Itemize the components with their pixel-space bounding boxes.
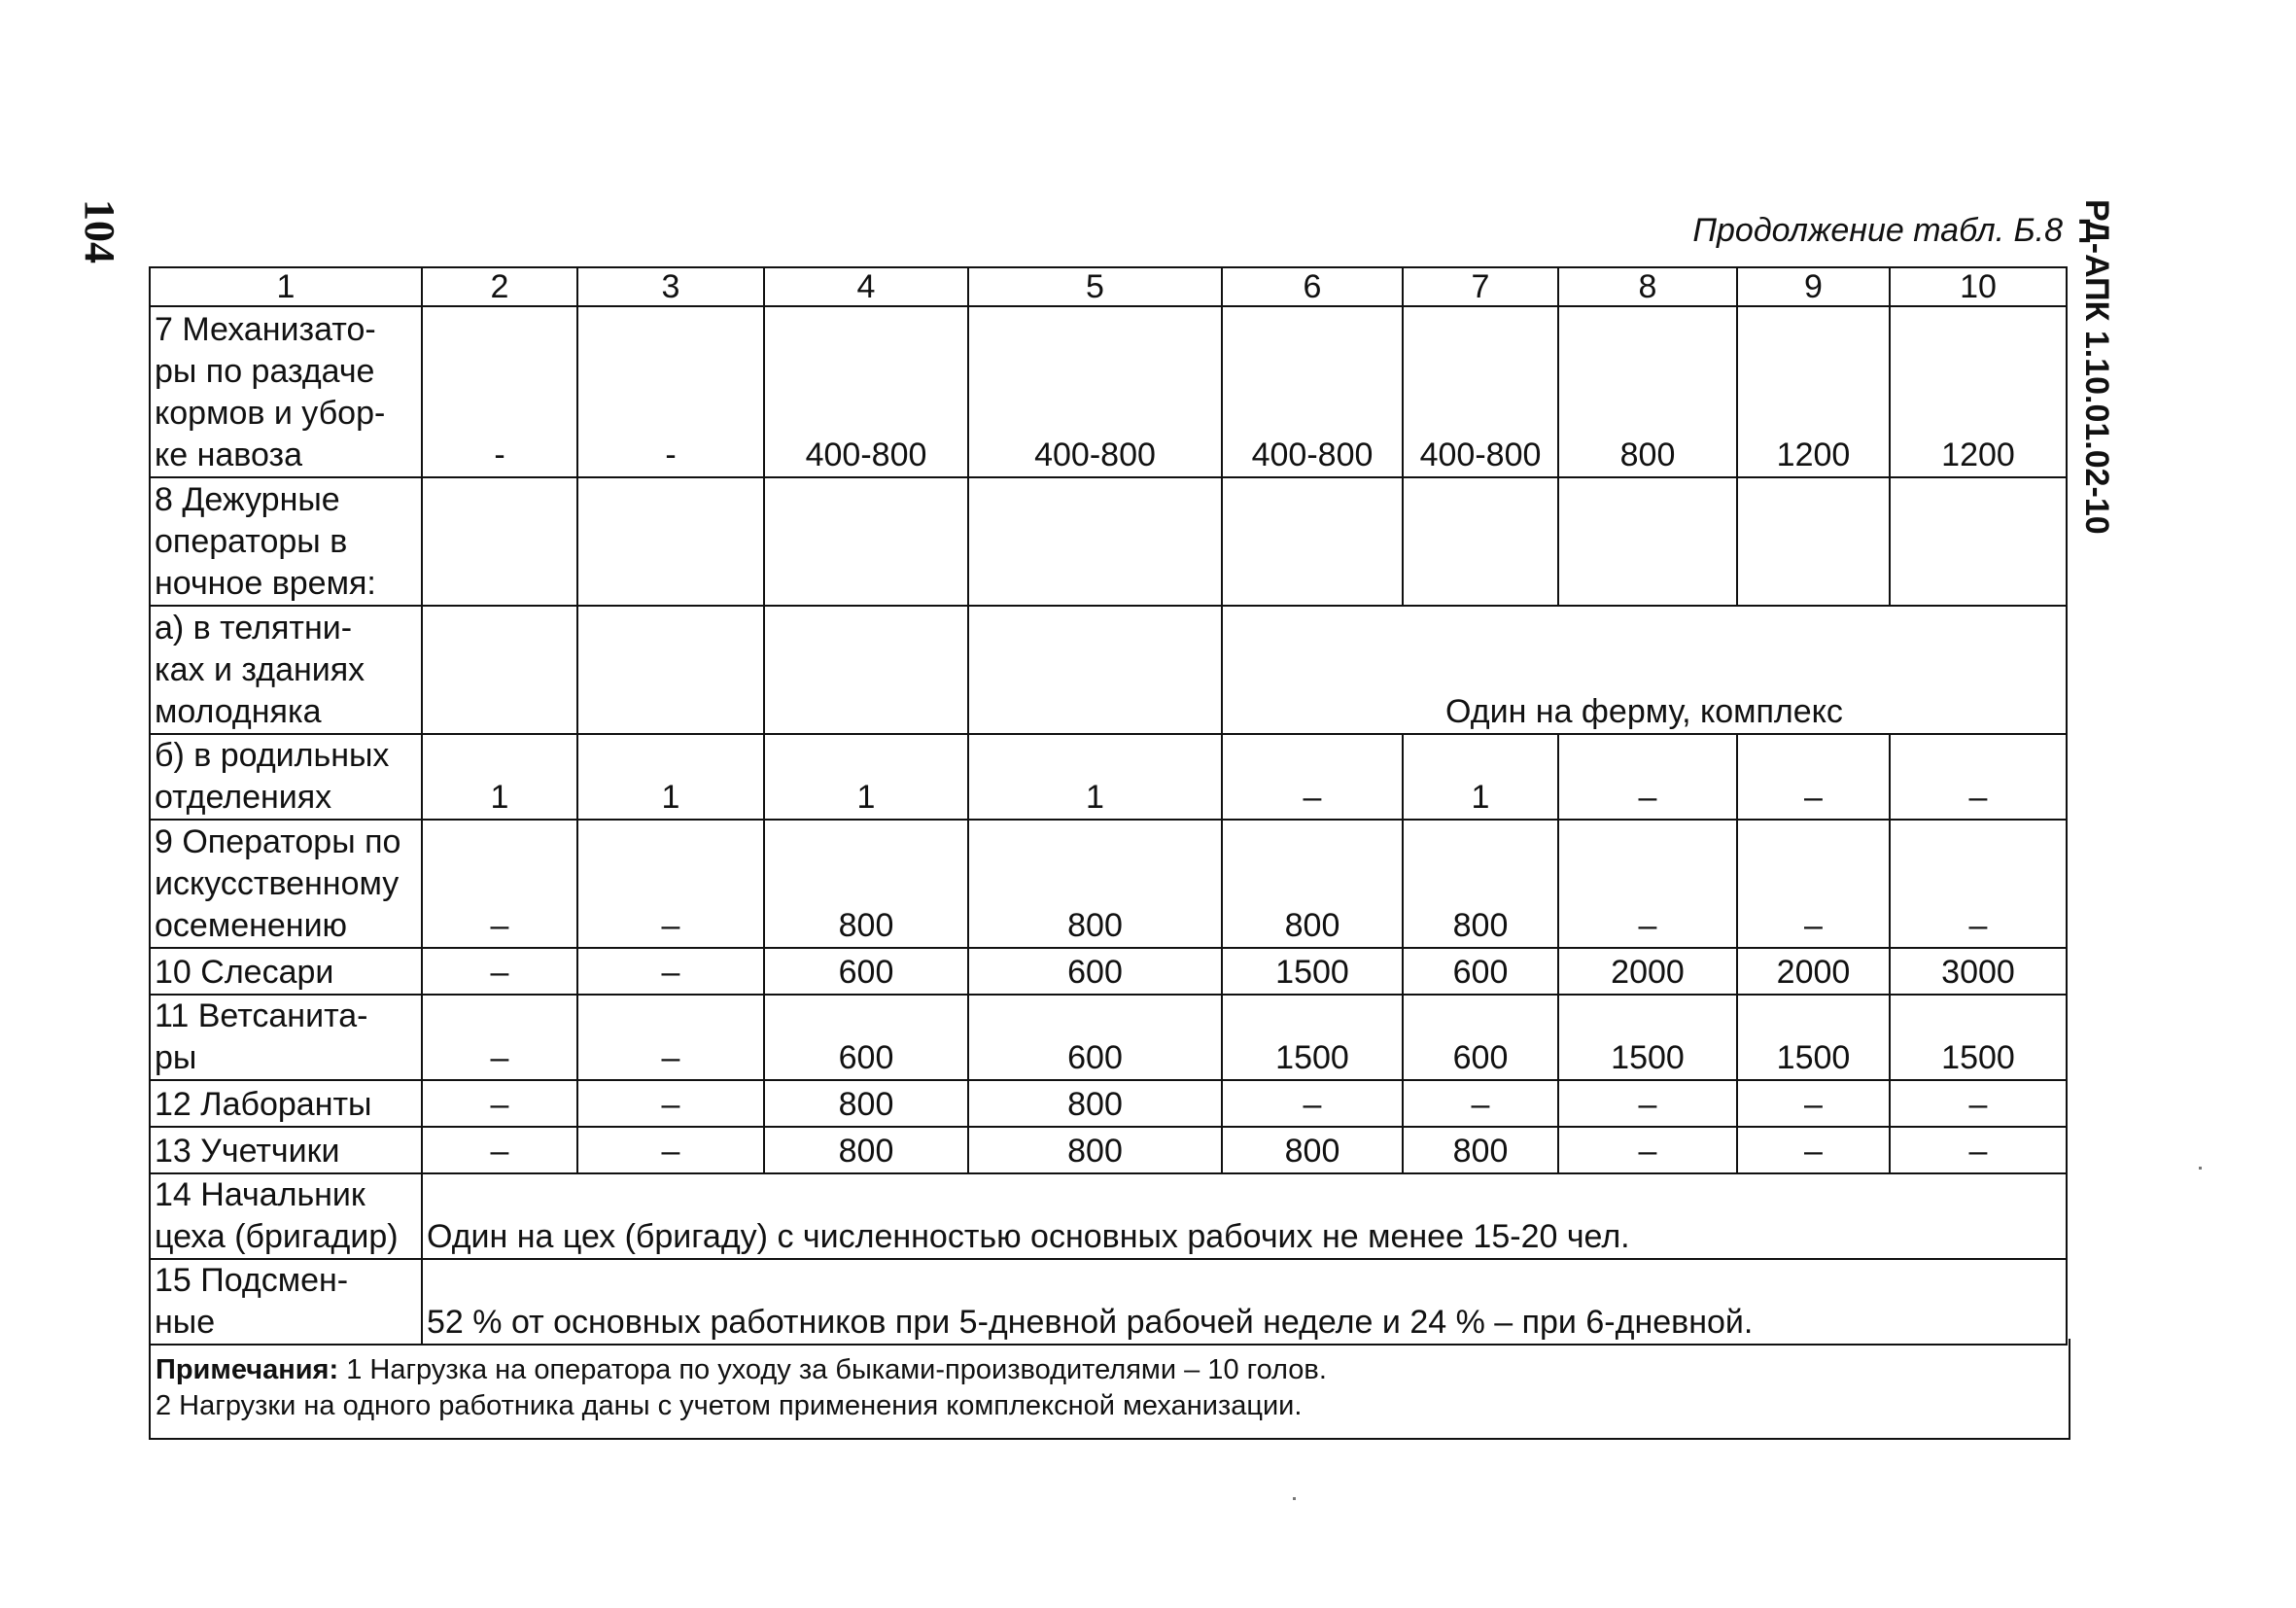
table-cell: 1 <box>764 734 968 820</box>
table-cell: 600 <box>968 948 1222 995</box>
notes-heading: Примечания: <box>156 1354 339 1385</box>
table-cell: 1200 <box>1890 306 2067 477</box>
table-cell: - <box>577 306 764 477</box>
row-label: 11 Ветсанита- ры <box>150 995 422 1080</box>
merged-cell-text: Один на ферму, комплекс <box>1222 606 2067 734</box>
row-label: 13 Учетчики <box>150 1127 422 1173</box>
table-cell: – <box>422 948 577 995</box>
column-number-header: 8 <box>1558 267 1737 306</box>
table-row <box>150 1080 2067 1127</box>
table-row <box>150 734 2067 820</box>
table-cell: 1 <box>968 734 1222 820</box>
table-notes <box>149 1339 2070 1440</box>
notes-line-1 <box>156 1339 2069 1388</box>
table-cell: 800 <box>1558 306 1737 477</box>
row-label: 15 Подсмен- ные <box>150 1259 422 1345</box>
column-number-header: 3 <box>577 267 764 306</box>
table-header-row <box>150 267 2067 306</box>
column-number-header: 6 <box>1222 267 1403 306</box>
table-cell: 3000 <box>1890 948 2067 995</box>
column-number-header: 5 <box>968 267 1222 306</box>
table-cell <box>1558 477 1737 606</box>
table-cell: – <box>1890 1080 2067 1127</box>
table-cell: 800 <box>1222 1127 1403 1173</box>
table-cell <box>422 477 577 606</box>
table-cell: – <box>577 1080 764 1127</box>
table-caption: Продолжение табл. Б.8 <box>1692 212 2063 249</box>
table-cell: – <box>1222 734 1403 820</box>
table-cell: 600 <box>1403 995 1558 1080</box>
row-label: 8 Дежурные операторы в ночное время: <box>150 477 422 606</box>
table-row <box>150 1173 2067 1259</box>
table-cell <box>1403 477 1558 606</box>
table-cell <box>1890 477 2067 606</box>
table-row <box>150 995 2067 1080</box>
document-code: РД-АПК 1.10.01.02-10 <box>2078 199 2115 535</box>
table-cell <box>1737 477 1890 606</box>
table-row <box>150 820 2067 948</box>
row-label: 9 Операторы по искусственному осеменению <box>150 820 422 948</box>
table-cell: 800 <box>968 820 1222 948</box>
table-cell: - <box>422 306 577 477</box>
table-cell: – <box>422 1080 577 1127</box>
table-cell: 1500 <box>1222 948 1403 995</box>
table-row <box>150 306 2067 477</box>
row-label: 10 Слесари <box>150 948 422 995</box>
staffing-norms-table <box>149 266 2068 1346</box>
table-row <box>150 1127 2067 1173</box>
table-cell: 1 <box>422 734 577 820</box>
table-body <box>150 267 2067 1345</box>
column-number-header: 4 <box>764 267 968 306</box>
table-cell: – <box>1737 734 1890 820</box>
table-cell: 800 <box>1403 1127 1558 1173</box>
row-label: 7 Механизато- ры по раздаче кормов и убор- ке навоза <box>150 306 422 477</box>
column-number-header: 1 <box>150 267 422 306</box>
table-cell: 800 <box>1222 820 1403 948</box>
table-cell: – <box>1890 1127 2067 1173</box>
table-cell: 800 <box>968 1080 1222 1127</box>
table-cell: – <box>577 995 764 1080</box>
table-cell: 2000 <box>1558 948 1737 995</box>
table-cell: 1500 <box>1222 995 1403 1080</box>
table-cell: – <box>577 948 764 995</box>
table-cell: – <box>1737 820 1890 948</box>
table-cell: – <box>422 995 577 1080</box>
row-label: а) в телятни- ках и зданиях молодняка <box>150 606 422 734</box>
table-cell: 800 <box>968 1127 1222 1173</box>
table-cell <box>764 606 968 734</box>
table-cell <box>1222 477 1403 606</box>
column-number-header: 2 <box>422 267 577 306</box>
table-cell: 800 <box>764 820 968 948</box>
table-cell: 600 <box>764 948 968 995</box>
table-cell: – <box>1890 820 2067 948</box>
table-cell <box>764 477 968 606</box>
table-cell: 800 <box>764 1127 968 1173</box>
table-cell: – <box>422 820 577 948</box>
table-cell <box>422 606 577 734</box>
column-number-header: 10 <box>1890 267 2067 306</box>
table-cell: 800 <box>1403 820 1558 948</box>
table-cell: – <box>1558 734 1737 820</box>
table-cell <box>968 606 1222 734</box>
table-cell <box>577 606 764 734</box>
table-cell: – <box>1403 1080 1558 1127</box>
table-cell <box>577 477 764 606</box>
table-row <box>150 477 2067 606</box>
table-cell <box>968 477 1222 606</box>
scan-speck <box>1293 1497 1296 1500</box>
table-cell: 1200 <box>1737 306 1890 477</box>
note-2: 2 Нагрузки на одного работника даны с учетом применения комплексной механизации. <box>156 1390 1303 1421</box>
table-row <box>150 606 2067 734</box>
row-label: б) в родильных отделениях <box>150 734 422 820</box>
column-number-header: 7 <box>1403 267 1558 306</box>
table-cell: 1 <box>577 734 764 820</box>
table-cell: 400-800 <box>968 306 1222 477</box>
table-row <box>150 1259 2067 1345</box>
table-cell: – <box>1558 820 1737 948</box>
table-cell: – <box>1737 1127 1890 1173</box>
table-cell: 600 <box>764 995 968 1080</box>
table-cell: 2000 <box>1737 948 1890 995</box>
table-cell: – <box>1890 734 2067 820</box>
table-cell: 1 <box>1403 734 1558 820</box>
table-cell: 400-800 <box>764 306 968 477</box>
table-cell: – <box>1558 1127 1737 1173</box>
scan-speck <box>2199 1167 2202 1170</box>
merged-cell-text: Один на цех (бригаду) с численностью основных рабочих не менее 15-20 чел. <box>422 1173 2067 1259</box>
table-cell: 400-800 <box>1222 306 1403 477</box>
table-cell: – <box>1737 1080 1890 1127</box>
table-cell: – <box>577 1127 764 1173</box>
table-cell: 1500 <box>1890 995 2067 1080</box>
merged-cell-text: 52 % от основных работников при 5-дневной рабочей неделе и 24 % – при 6-дневной. <box>422 1259 2067 1345</box>
table-cell: 400-800 <box>1403 306 1558 477</box>
table-cell: – <box>1222 1080 1403 1127</box>
table-cell: 1500 <box>1558 995 1737 1080</box>
column-number-header: 9 <box>1737 267 1890 306</box>
table-row <box>150 948 2067 995</box>
note-1: 1 Нагрузка на оператора по уходу за быками-производителями – 10 голов. <box>338 1354 1327 1385</box>
table-cell: 600 <box>968 995 1222 1080</box>
row-label: 14 Начальник цеха (бригадир) <box>150 1173 422 1259</box>
table-cell: 600 <box>1403 948 1558 995</box>
table-cell: – <box>422 1127 577 1173</box>
table-cell: 800 <box>764 1080 968 1127</box>
page-number: 104 <box>76 199 123 263</box>
table-cell: – <box>1558 1080 1737 1127</box>
table-cell: 1500 <box>1737 995 1890 1080</box>
row-label: 12 Лаборанты <box>150 1080 422 1127</box>
table-cell: – <box>577 820 764 948</box>
